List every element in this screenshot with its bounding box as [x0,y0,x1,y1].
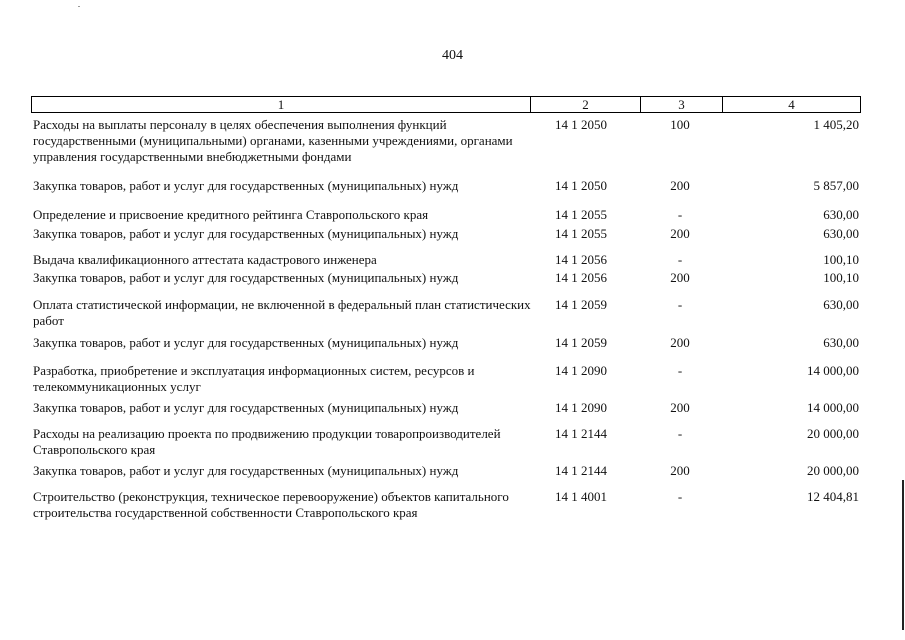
header-col-4: 4 [788,97,795,112]
row-description: Определение и присвоение кредитного рейтинга Ставропольского края [33,207,429,222]
header-col-3: 3 [641,97,723,112]
row-description: Оплата статистической информации, не включенной в федеральный план статистических работ [33,297,531,328]
page-number: 404 [442,48,463,63]
row-code: 14 1 2144 [555,426,607,441]
row-code: 14 1 2055 [555,207,607,222]
row-type: 200 [670,463,690,478]
row-code: 14 1 2050 [555,117,607,132]
row-type: 200 [670,226,690,241]
row-description: Выдача квалификационного аттестата кадастрового инженера [33,252,377,267]
row-code: 14 1 4001 [555,489,607,504]
row-amount: 20 000,00 [807,426,859,441]
row-type: - [677,489,683,504]
row-type: - [677,252,683,267]
row-type: - [677,207,683,222]
row-description: Закупка товаров, работ и услуг для государственных (муниципальных) нужд [33,226,459,241]
row-code: 14 1 2059 [555,297,607,312]
row-code: 14 1 2059 [555,335,607,350]
row-code: 14 1 2055 [555,226,607,241]
row-code: 14 1 2090 [555,363,607,378]
row-type: - [677,426,683,441]
row-type: 200 [670,270,690,285]
row-description: Расходы на реализацию проекта по продвижению продукции товаропроизводителей Ставропольского края [33,426,501,457]
page-edge-divider [902,480,904,630]
row-description: Закупка товаров, работ и услуг для государственных (муниципальных) нужд [33,270,459,285]
row-type: 200 [670,335,690,350]
row-amount: 630,00 [823,207,859,222]
row-code: 14 1 2056 [555,270,607,285]
row-code: 14 1 2144 [555,463,607,478]
row-type: - [677,363,683,378]
row-amount: 630,00 [823,226,859,241]
header-col-1: 1 [32,97,531,112]
table-header [31,96,861,113]
row-type: 200 [670,178,690,193]
row-description: Закупка товаров, работ и услуг для государственных (муниципальных) нужд [33,335,459,350]
row-description: Расходы на выплаты персоналу в целях обеспечения выполнения функций государственными (муниципальными) органами, казенными учреждениями, органами управления государственными внебюджетными фондами [33,117,513,164]
row-amount: 14 000,00 [807,363,859,378]
row-amount: 630,00 [823,335,859,350]
row-type: 100 [670,117,690,132]
row-amount: 100,10 [823,270,859,285]
row-amount: 14 000,00 [807,400,859,415]
row-description: Строительство (реконструкция, техническое перевооружение) объектов капитального строительства государственной собственности Ставропольского края [33,489,509,520]
row-amount: 5 857,00 [813,178,859,193]
row-code: 14 1 2050 [555,178,607,193]
row-description: Закупка товаров, работ и услуг для государственных (муниципальных) нужд [33,400,459,415]
row-code: 14 1 2090 [555,400,607,415]
row-description: Закупка товаров, работ и услуг для государственных (муниципальных) нужд [33,463,459,478]
row-type: - [677,297,683,312]
header-col-2: 2 [531,97,641,112]
row-amount: 1 405,20 [813,117,859,132]
scan-artifact [78,6,80,7]
row-amount: 20 000,00 [807,463,859,478]
row-type: 200 [670,400,690,415]
row-description: Разработка, приобретение и эксплуатация информационных систем, ресурсов и телекоммуникационных услуг [33,363,475,394]
row-amount: 100,10 [823,252,859,267]
row-code: 14 1 2056 [555,252,607,267]
row-description: Закупка товаров, работ и услуг для государственных (муниципальных) нужд [33,178,459,193]
row-amount: 12 404,81 [807,489,859,504]
row-amount: 630,00 [823,297,859,312]
